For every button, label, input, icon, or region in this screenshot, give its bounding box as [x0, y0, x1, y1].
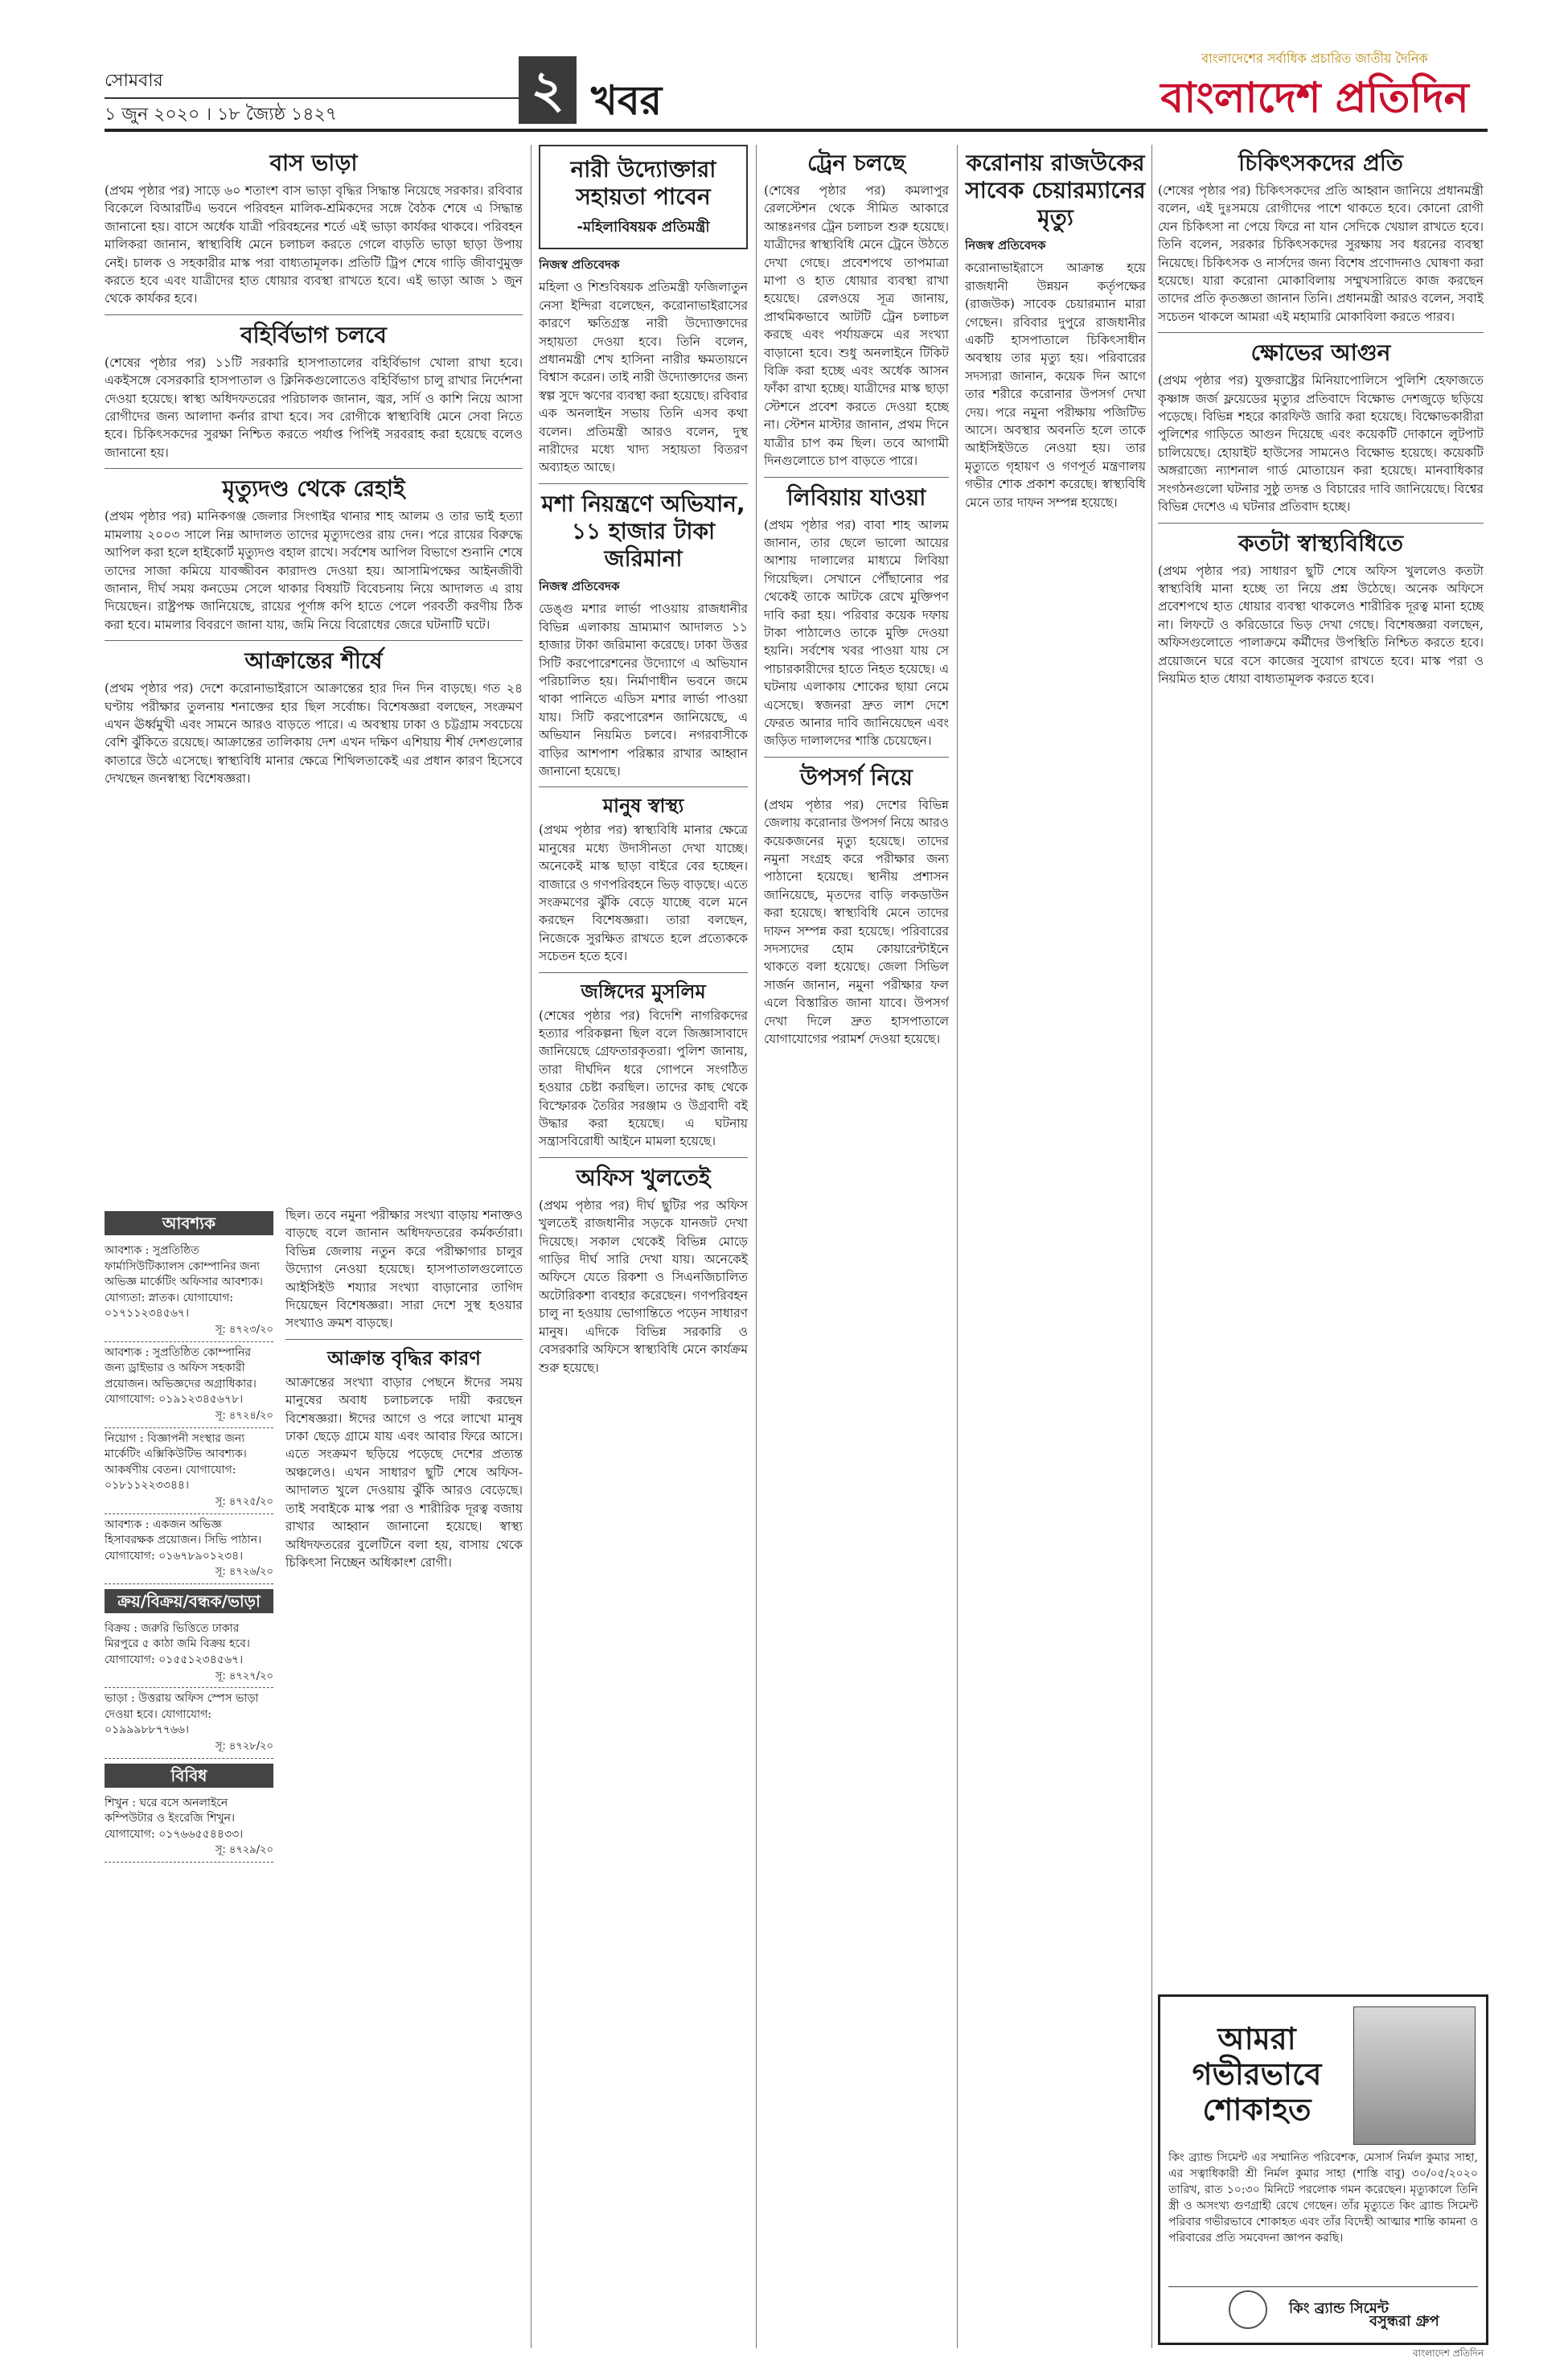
classified-ad-text: ভাড়া : উত্তরায় অফিস স্পেস ভাড়া দেওয়া হবে। যোগাযোগ: ০১৯৯৯৮৮৭৭৬৬। [105, 1692, 259, 1737]
headline-rajuk: করোনায় রাজউকের সাবেক চেয়ারম্যানের মৃত্যু [965, 150, 1146, 231]
headline-infection-top: আক্রান্তের শীর্ষে [244, 647, 383, 675]
headline-libya: লিবিয়ায় যাওয়া [786, 483, 926, 511]
article-infection-cont: ছিল। তবে নমুনা পরীক্ষার সংখ্যা বাড়ায় শনাক্তও বাড়ছে বলে জানান অধিদফতরের কর্মকর্তারা। বিভিন্ন জেলায় নতুন করে পরীক্ষাগার চালুর উদ্যোগ নেওয়া হয়েছে। হাসপাতালগুলোতে আইসিইউ শয্যার সংখ্যা বাড়ানোর তাগিদ দিয়েছেন বিশেষজ্ঞরা। সারা দেশে সুস্থ হওয়ার সংখ্যাও ক্রমশ বাড়ছে। [285, 1208, 523, 1331]
classified-ad [105, 1793, 273, 1863]
condolence-text: কিং ব্র্যান্ড সিমেন্ট এর সম্মানিত পরিবেশক, মেসার্স নির্মল কুমার সাহা, এর সত্বাধিকারী শ্রী নির্মল কুমার সাহা (শাস্তি বাবু) ৩০/০৫/২০২০ তারিখ, রাত ১০:৩০ মিনিটে পরলোক গমন করেছেন। মৃত্যুকালে তিনি স্ত্রী ও অসংখ্য গুণগ্রাহী রেখে গেছেন। তাঁর মৃত্যুতে কিং ব্র্যান্ড সিমেন্ট পরিবার গভীরভাবে শোকাহত এবং তাঁর বিদেহী আত্মার শান্তি কামনা ও পরিবারের প্রতি সমবেদনা জ্ঞাপন করছি। [1168, 2151, 1478, 2245]
masthead-rule [105, 97, 523, 99]
portrait-photo [1353, 2006, 1476, 2145]
classified-ad-ref: সূ: ৪৭২৮/২০ [215, 1740, 273, 1753]
masthead [0, 0, 1568, 141]
article-militants: (শেষের পৃষ্ঠার পর) বিদেশি নাগরিকদের হত্যার পরিকল্পনা ছিল বলে জিজ্ঞাসাবাদে জানিয়েছে গ্রেফতারকৃতরা। পুলিশ জানায়, তারা দীর্ঘদিন ধরে গোপনে সংগঠিত হওয়ার চেষ্টা করছিল। তাদের কাছ থেকে বিস্ফোরক তৈরির সরঞ্জাম ও উগ্রবাদী বই উদ্ধার করা হয়েছে। এ ঘটনায় সন্ত্রাসবিরোধী আইনে মামলা হয়েছে। [539, 1008, 748, 1149]
column-1 [105, 145, 523, 1198]
headline-fire-of-anger: ক্ষোভের আগুন [1250, 339, 1391, 367]
classified-ad-ref: সূ: ৪৭২৯/২০ [215, 1844, 273, 1857]
article-infection-top: (প্রথম পৃষ্ঠার পর) দেশে করোনাভাইরাসে আক্রান্তের হার দিন দিন বাড়ছে। গত ২৪ ঘণ্টায় পরীক্ষার তুলনায় শনাক্তের হার ছিল সর্বোচ্চ। বিশেষজ্ঞরা বলছেন, সংক্রমণ এখন ঊর্ধ্বমুখী এবং সামনে আরও বাড়তে পারে। এ অবস্থায় ঢাকা ও চট্টগ্রাম সবচেয়ে বেশি ঝুঁকিতে রয়েছে। আক্রান্তের তালিকায় দেশ এখন দক্ষিণ এশিয়ায় শীর্ষ দেশগুলোর কাতারে উঠে এসেছে। স্বাস্থ্যবিধি মানার ক্ষেত্রে শিথিলতাকেই এর প্রধান কারণ হিসেবে দেখছেন জনস্বাস্থ্য বিশেষজ্ঞরা। [105, 681, 523, 787]
classified-ad [105, 1688, 273, 1758]
classified-ad-ref: সূ: ৪৭২৫/২০ [215, 1495, 273, 1508]
subheadline-women: -মহিলাবিষয়ক প্রতিমন্ত্রী [577, 219, 710, 236]
divider [1158, 332, 1484, 333]
article-death-sentence: (প্রথম পৃষ্ঠার পর) মানিকগঞ্জ জেলার সিংগাইর থানার শাহ আলম ও তার ভাই হত্যা মামলায় ২০০৩ সালে নিম্ন আদালত তাদের মৃত্যুদণ্ডের রায় দেন। পরে রায়ের বিরুদ্ধে আপিল করা হলে হাইকোর্ট মৃত্যুদণ্ড বহাল রাখে। সর্বশেষ আপিল বিভাগে শুনানি শেষে তাদের সাজা কমিয়ে যাবজ্জীবন কারাদণ্ড দেওয়া হয়। আসামিপক্ষের আইনজীবী জানান, দীর্ঘ সময় কনডেম সেলে থাকার বিষয়টি বিবেচনায় নিয়ে আদালত এ রায় দিয়েছেন। রাষ্ট্রপক্ষ জানিয়েছে, রায়ের পূর্ণাঙ্গ কপি হাতে পেলে পরবর্তী করণীয় ঠিক করা হবে। মামলার বিবরণে জানা যায়, জমি নিয়ে বিরোধের জেরে ঘটনাটি ঘটে। [105, 509, 523, 632]
condolence-footer [1168, 2286, 1478, 2335]
classified-ad [105, 1342, 273, 1428]
masthead-date: ১ জুন ২০২০ । ১৮ জ্যৈষ্ঠ ১৪২৭ [105, 105, 338, 125]
divider [105, 314, 523, 315]
classified-ad-text: শিখুন : ঘরে বসে অনলাইনে কম্পিউটার ও ইংরেজি শিখুন। যোগাযোগ: ০১৭৬৬৫৫৪৪৩৩। [105, 1796, 244, 1841]
article-people-health: (প্রথম পৃষ্ঠার পর) স্বাস্থ্যবিধি মানার ক্ষেত্রে মানুষের মধ্যে উদাসীনতা দেখা যাচ্ছে। অনেকেই মাস্ক ছাড়া বাইরে বের হচ্ছেন। বাজারে ও গণপরিবহনে ভিড় বাড়ছে। এতে সংক্রমণের ঝুঁকি বেড়ে যাচ্ছে বলে মনে করছেন বিশেষজ্ঞরা। তারা বলছেন, নিজেকে সুরক্ষিত রাখতে হলে প্রত্যেককে সচেতন হতে হবে। [539, 823, 748, 964]
article-doctors: (শেষের পৃষ্ঠার পর) চিকিৎসকদের প্রতি আহ্বান জানিয়ে প্রধানমন্ত্রী বলেন, এই দুঃসময়ে রোগীদের পাশে থাকতে হবে। কোনো রোগী যেন চিকিৎসা না পেয়ে ফিরে না যান সেদিকে খেয়াল রাখতে হবে। তিনি বলেন, সরকার চিকিৎসকদের সুরক্ষায় সব ধরনের ব্যবস্থা নিয়েছে। চিকিৎসক ও নার্সদের জন্য বিশেষ প্রণোদনাও ঘোষণা করা হয়েছে। যারা করোনা মোকাবিলায় সম্মুখসারিতে কাজ করছেন তাদের প্রতি কৃতজ্ঞতা জানান তিনি। প্রধানমন্ত্রী আরও বলেন, সবাই সচেতন থাকলে আমরা এই মহামারি মোকাবিলা করতে পারব। [1158, 183, 1484, 324]
article-office-open: (প্রথম পৃষ্ঠার পর) দীর্ঘ ছুটির পর অফিস খুলতেই রাজধানীর সড়কে যানজট দেখা দিয়েছে। সকাল থেকেই বিভিন্ন মোড়ে গাড়ির দীর্ঘ সারি দেখা যায়। অনেকেই অফিসে যেতে রিকশা ও সিএনজিচালিত অটোরিকশা ব্যবহার করেছেন। গণপরিবহন চালু না হওয়ায় ভোগান্তিতে পড়েন সাধারণ মানুষ। এদিকে বিভিন্ন সরকারি ও বেসরকারি অফিসে স্বাস্থ্যবিধি মেনে কার্যক্রম শুরু হয়েছে। [539, 1197, 748, 1375]
classified-ad-text: আবশ্যক : একজন অভিজ্ঞ হিসাবরক্ষক প্রয়োজন। সিভি পাঠান। যোগাযোগ: ০১৬৭৮৯০১২৩৪। [105, 1518, 262, 1563]
classified-heading-sale: ক্রয়/বিক্রয়/বন্ধক/ভাড়া [105, 1589, 273, 1613]
column-5 [965, 145, 1146, 2348]
article-fire-of-anger: (প্রথম পৃষ্ঠার পর) যুক্তরাষ্ট্রের মিনিয়াপোলিসে পুলিশি হেফাজতে কৃষ্ণাঙ্গ জর্জ ফ্লয়েডের মৃত্যুর প্রতিবাদে বিক্ষোভ দেশজুড়ে ছড়িয়ে পড়েছে। বিভিন্ন শহরে কারফিউ জারি করা হয়েছে। বিক্ষোভকারীরা পুলিশের গাড়িতে আগুন দিয়েছে এবং কয়েকটি দোকানে লুটপাট চালিয়েছে। হোয়াইট হাউসের সামনেও বিক্ষোভ হয়েছে। কয়েকটি অঙ্গরাজ্যে ন্যাশনাল গার্ড মোতায়েন করা হয়েছে। মানবাধিকার সংগঠনগুলো ঘটনার সুষ্ঠু তদন্ত ও বিচারের দাবি জানিয়েছে। বিশ্বের বিভিন্ন দেশেও এ ঘটনার প্রতিবাদ হচ্ছে। [1158, 373, 1484, 515]
newspaper-logo [1142, 48, 1488, 129]
article-health-rules: (প্রথম পৃষ্ঠার পর) সাধারণ ছুটি শেষে অফিস খুললেও কতটা স্বাস্থ্যবিধি মানা হচ্ছে তা নিয়ে প্রশ্ন উঠেছে। অনেক অফিসে প্রবেশপথে হাত ধোয়ার ব্যবস্থা থাকলেও শারীরিক দূরত্ব মানা হচ্ছে না। লিফটে ও করিডোরে ভিড় দেখা গেছে। বিশেষজ্ঞরা বলছেন, অফিসগুলোতে পালাক্রমে কর্মীদের উপস্থিতি নিশ্চিত করতে হবে। প্রয়োজনে ঘরে বসে কাজের সুযোগ রাখতে হবে। মাস্ক পরা ও নিয়মিত হাত ধোয়া বাধ্যতামূলক করতে হবে। [1158, 563, 1484, 686]
column-rule [531, 145, 532, 2348]
article-outdoor: (শেষের পৃষ্ঠার পর) ১১টি সরকারি হাসপাতালের বহির্বিভাগ খোলা রাখা হবে। একইসঙ্গে বেসরকারি হাসপাতাল ও ক্লিনিকগুলোতেও বহির্বিভাগ চালু রাখার নির্দেশনা দেওয়া হয়েছে। স্বাস্থ্য অধিদফতরের পরিচালক জানান, জ্বর, সর্দি ও কাশি নিয়ে আসা রোগীদের জন্য আলাদা কর্নার রাখা হবে। সব রোগীকে স্বাস্থ্যবিধি মেনে সেবা নিতে হবে। চিকিৎসকদের সুরক্ষা নিশ্চিত করতে পর্যাপ্ত পিপিই সরবরাহ করা হয়েছে বলেও জানানো হয়। [105, 355, 523, 460]
article-symptoms: (প্রথম পৃষ্ঠার পর) দেশের বিভিন্ন জেলায় করোনার উপসর্গ নিয়ে আরও কয়েকজনের মৃত্যু হয়েছে। তাদের নমুনা সংগ্রহ করে পরীক্ষার জন্য পাঠানো হয়েছে। স্থানীয় প্রশাসন জানিয়েছে, মৃতদের বাড়ি লকডাউন করা হয়েছে। স্বাস্থ্যবিধি মেনে তাদের দাফন সম্পন্ন করা হয়েছে। পরিবারের সদস্যদের হোম কোয়ারেন্টাইনে থাকতে বলা হয়েছে। জেলা সিভিল সার্জন জানান, নমুনা পরীক্ষার ফল এলে বিস্তারিত জানা যাবে। উপসর্গ দেখা দিলে দ্রুত হাসপাতালে যোগাযোগের পরামর্শ দেওয়া হয়েছে। [764, 797, 949, 1047]
headline-bus-fare: বাস ভাড়া [269, 150, 358, 176]
condolence-title: আমরা গভীরভাবে শোকাহত [1192, 2021, 1322, 2127]
column-2 [285, 1206, 523, 2348]
divider [539, 1157, 748, 1158]
classified-ad-text: নিয়োগ : বিজ্ঞাপনী সংস্থার জন্য মার্কেটিং এক্সিকিউটিভ আবশ্যক। আকর্ষণীয় বেতন। যোগাযোগ: ০১৮১১২২৩৩৪৪। [105, 1431, 247, 1493]
headline-health-rules: কতটা স্বাস্থ্যবিধিতে [1238, 529, 1404, 557]
divider [539, 483, 748, 484]
divider [764, 757, 949, 758]
classified-ad-ref: সূ: ৪৭২৬/২০ [215, 1566, 273, 1579]
column-3 [539, 145, 748, 2348]
column-rule [957, 145, 958, 2348]
headline-people-health: মানুষ স্বাস্থ্য [602, 795, 684, 818]
classified-ad [105, 1428, 273, 1514]
article-infection-reason: আক্রান্তের সংখ্যা বাড়ার পেছনে ঈদের সময় মানুষের অবাধ চলাচলকে দায়ী করছেন বিশেষজ্ঞরা। ঈদের আগে ও পরে লাখো মানুষ ঢাকা ছেড়ে গ্রামে যায় এবং আবার ফিরে আসে। এতে সংক্রমণ ছড়িয়ে পড়েছে দেশের প্রত্যন্ত অঞ্চলেও। এখন সাধারণ ছুটি শেষে অফিস-আদালত খুলে দেওয়ায় ঝুঁকি আরও বেড়েছে। তাই সবাইকে মাস্ক পরা ও শারীরিক দূরত্ব বজায় রাখার আহ্বান জানানো হয়েছে। স্বাস্থ্য অধিদফতরের বুলেটিনে বলা হয়, বাসায় থেকে চিকিৎসা নিচ্ছেন অধিকাংশ রোগী। [285, 1374, 523, 1570]
classified-ad-ref: সূ: ৪৭২৪/২০ [215, 1409, 273, 1422]
divider [539, 972, 748, 973]
byline: নিজস্ব প্রতিবেদক [539, 257, 620, 272]
divider [105, 640, 523, 641]
classified-ad [105, 1514, 273, 1584]
page-number: ২ [519, 56, 577, 124]
divider [105, 468, 523, 469]
classified-ad-text: আবশ্যক : সুপ্রতিষ্ঠিত কোম্পানির জন্য ড্রাইভার ও অফিস সহকারী প্রয়োজন। অভিজ্ঞদের অগ্রাধিকার। যোগাযোগ: ০১৯১২৩৪৫৬৭৮। [105, 1345, 257, 1407]
headline-militants: জঙ্গিদের মুসলিম [581, 980, 706, 1003]
headline-train: ট্রেন চলছে [807, 150, 905, 176]
column-4 [764, 145, 949, 2348]
section-title: খবর [591, 77, 663, 124]
column-rule [1151, 145, 1152, 2348]
article-rajuk: করোনাভাইরাসে আক্রান্ত হয়ে রাজধানী উন্নয়ন কর্তৃপক্ষের (রাজউক) সাবেক চেয়ারম্যান মারা গেছেন। রবিবার দুপুরে রাজধানীর একটি হাসপাতালে চিকিৎসাধীন অবস্থায় তার মৃত্যু হয়। পরিবারের সদস্যরা জানান, কয়েক দিন আগে তার শরীরে করোনার উপসর্গ দেখা দেয়। পরে নমুনা পরীক্ষায় পজিটিভ আসে। অবস্থার অবনতি হলে তাকে আইসিইউতে নেওয়া হয়। তার মৃত্যুতে গৃহায়ণ ও গণপূর্ত মন্ত্রণালয় গভীর শোক প্রকাশ করেছে। স্বাস্থ্যবিধি মেনে তার দাফন সম্পন্ন হয়েছে। [965, 261, 1146, 510]
article-libya: (প্রথম পৃষ্ঠার পর) বাবা শাহ আলম জানান, তার ছেলে ভালো আয়ের আশায় দালালের মাধ্যমে লিবিয়া গিয়েছিল। সেখানে পৌঁছানোর পর থেকেই তাকে আটকে রেখে মুক্তিপণ দাবি করা হয়। পরিবার কয়েক দফায় টাকা পাঠালেও তাকে মুক্তি দেওয়া হয়নি। সর্বশেষ খবর পাওয়া যায় সে পাচারকারীদের হাতে নিহত হয়েছে। এ ঘটনায় এলাকায় শোকের ছায়া নেমে এসেছে। স্বজনরা দ্রুত লাশ দেশে ফেরত আনার দাবি জানিয়েছেন এবং জড়িত দালালদের শাস্তি চেয়েছেন। [764, 517, 949, 749]
classified-ads [105, 1206, 273, 1863]
masthead-divider [105, 129, 1488, 132]
article-bus-fare: (প্রথম পৃষ্ঠার পর) সাড়ে ৬০ শতাংশ বাস ভাড়া বৃদ্ধির সিদ্ধান্ত নিয়েছে সরকার। রবিবার বিকেলে বিআরটিএ ভবনে পরিবহন মালিক-শ্রমিকদের সঙ্গে বৈঠক শেষে এ সিদ্ধান্ত জানানো হয়। বাসে অর্ধেক যাত্রী পরিবহনের শর্তে এই ভাড়া কার্যকর থাকবে। পরিবহন মালিকরা জানান, স্বাস্থ্যবিধি মেনে চলাচল করতে গেলে বাড়তি ভাড়া ছাড়া উপায় নেই। চালক ও সহকারীর মাস্ক পরা বাধ্যতামূলক। প্রতিটি ট্রিপ শেষে গাড়ি জীবাণুমুক্ত করতে হবে এবং যাত্রীদের হাত ধোয়ার ব্যবস্থা রাখতে হবে। এই ভাড়া আজ ১ জুন থেকে কার্যকর হবে। [105, 183, 523, 306]
masthead-date-block [105, 68, 523, 128]
headline-mosquito: মশা নিয়ন্ত্রণে অভিযান, ১১ হাজার টাকা জরিমানা [541, 490, 745, 572]
logo-tagline: বাংলাদেশের সর্বাধিক প্রচারিত জাতীয় দৈনিক [1201, 51, 1428, 66]
headline-office-open: অফিস খুলতেই [576, 1164, 711, 1191]
brand-bashundhara: বসুন্ধরা গ্রুপ [1369, 2313, 1439, 2330]
logo-wordmark: বাংলাদেশ প্রতিদিন [1160, 74, 1469, 122]
divider [764, 477, 949, 478]
page-footer: বাংলাদেশ প্রতিদিন [1412, 2347, 1484, 2359]
condolence-ad [1158, 1994, 1488, 2345]
headline-doctors: চিকিৎসকদের প্রতি [1238, 150, 1403, 176]
article-train: (শেষের পৃষ্ঠার পর) কমলাপুর রেলস্টেশন থেকে সীমিত আকারে আন্তঃনগর ট্রেন চলাচল শুরু হয়েছে। যাত্রীদের স্বাস্থ্যবিধি মেনে ট্রেনে উঠতে দেখা গেছে। প্রবেশপথে তাপমাত্রা মাপা ও হাত ধোয়ার ব্যবস্থা রাখা হয়েছে। রেলওয়ে সূত্র জানায়, প্রাথমিকভাবে আটটি ট্রেন চলাচল করছে এবং পর্যায়ক্রমে এর সংখ্যা বাড়ানো হবে। শুধু অনলাইনে টিকিট বিক্রি করা হচ্ছে এবং অর্ধেক আসন ফাঁকা রাখা হচ্ছে। যাত্রীদের মাস্ক ছাড়া স্টেশনে প্রবেশ করতে দেওয়া হচ্ছে না। স্টেশন মাস্টার জানান, প্রথম দিনে যাত্রীর চাপ কম ছিল। তবে আগামী দিনগুলোতে চাপ বাড়তে পারে। [764, 183, 949, 469]
masthead-day: সোমবার [105, 71, 163, 91]
classified-ad-ref: সূ: ৪৭২৩/২০ [215, 1323, 273, 1336]
divider [285, 1339, 523, 1340]
article-women-entrepreneurs: মহিলা ও শিশুবিষয়ক প্রতিমন্ত্রী ফজিলাতুন নেসা ইন্দিরা বলেছেন, করোনাভাইরাসের কারণে ক্ষতিগ্রস্ত নারী উদ্যোক্তাদের সহায়তা দেওয়া হবে। তিনি বলেন, প্রধানমন্ত্রী শেখ হাসিনা নারীর ক্ষমতায়নে বিশ্বাস করেন। তাই নারী উদ্যোক্তাদের জন্য স্বল্প সুদে ঋণের ব্যবস্থা করা হয়েছে। রবিবার এক অনলাইন সভায় তিনি এসব কথা বলেন। প্রতিমন্ত্রী আরও বলেন, দুস্থ নারীদের মধ্যে খাদ্য সহায়তা বিতরণ অব্যাহত আছে। [539, 280, 748, 475]
classified-ad-text: আবশ্যক : সুপ্রতিষ্ঠিত ফার্মাসিউটিক্যালস কোম্পানির জন্য অভিজ্ঞ মার্কেটিং অফিসার আবশ্যক। যোগ্যতা: স্নাতক। যোগাযোগ: ০১৭১১২৩৪৫৬৭। [105, 1244, 263, 1320]
divider [1158, 523, 1484, 524]
boxed-story-women [539, 145, 748, 249]
column-6 [1158, 145, 1484, 1986]
classified-ad [105, 1618, 273, 1688]
byline: নিজস্ব প্রতিবেদক [539, 578, 620, 594]
classified-ad-ref: সূ: ৪৭২৭/২০ [215, 1670, 273, 1682]
headline-death-sentence: মৃত্যুদণ্ড থেকে রেহাই [222, 475, 405, 503]
headline-infection-reason: আক্রান্ত বৃদ্ধির কারণ [327, 1346, 481, 1370]
byline: নিজস্ব প্রতিবেদক [965, 238, 1046, 253]
headline-symptoms: উপসর্গ নিয়ে [800, 763, 913, 791]
article-mosquito: ডেঙ্গু মশার লার্ভা পাওয়ায় রাজধানীর বিভিন্ন এলাকায় ভ্রাম্যমাণ আদালত ১১ হাজার টাকা জরিমানা করেছে। ঢাকা উত্তর সিটি করপোরেশনের উদ্যোগে এ অভিযান পরিচালিত হয়। নির্মাণাধীন ভবনে জমে থাকা পানিতে এডিস মশার লার্ভা পাওয়া যায়। সিটি করপোরেশন জানিয়েছে, এ অভিযান নিয়মিত চলবে। নগরবাসীকে বাড়ির আশপাশ পরিষ্কার রাখার আহ্বান জানানো হয়েছে। [539, 602, 748, 778]
headline-outdoor: বহির্বিভাগ চলবে [240, 321, 387, 348]
brand-king-cement: কিং ব্র্যান্ড সিমেন্ট [1289, 2300, 1389, 2317]
classified-ad [105, 1240, 273, 1342]
column-rule [756, 145, 757, 2348]
classified-ad-text: বিক্রয় : জরুরি ভিত্তিতে ঢাকার মিরপুরে ৫ কাঠা জমি বিক্রয় হবে। যোগাযোগ: ০১৫৫১২৩৪৫৬৭। [105, 1621, 250, 1667]
brand-seal-icon [1229, 2290, 1267, 2329]
classified-heading-wanted: আবশ্যক [105, 1211, 273, 1235]
headline-women-entrepreneurs: নারী উদ্যোক্তারা সহায়তা পাবেন [570, 156, 716, 210]
classified-heading-misc: বিবিধ [105, 1764, 273, 1788]
